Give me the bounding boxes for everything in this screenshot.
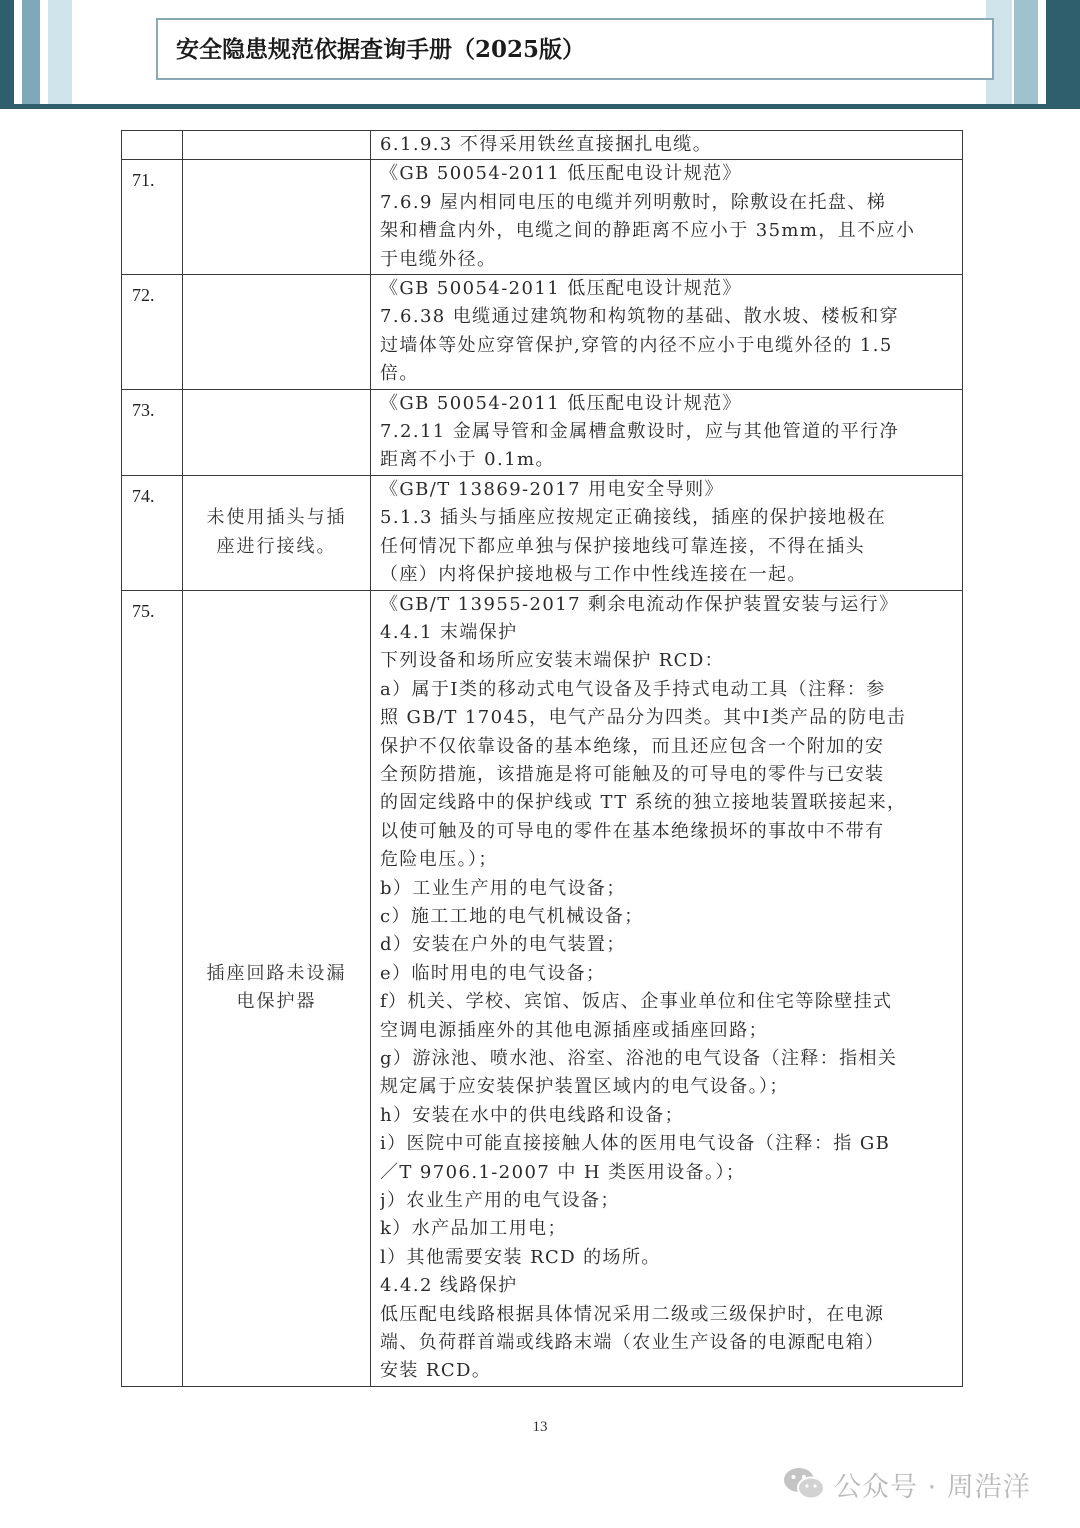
hazard-cell xyxy=(183,590,371,1386)
watermark xyxy=(782,1464,1031,1504)
header-band-mid-right xyxy=(1014,0,1038,104)
item-number-cell: 72. xyxy=(122,275,183,390)
reference-line: 5.1.3 插头与插座应按规定正确接线，插座的保护接地极在 xyxy=(380,507,887,529)
hazard-cell xyxy=(183,131,371,160)
reference-line: g）游泳池、喷水池、浴室、浴池的电气设备（注释：指相关 xyxy=(380,1048,898,1069)
reference-line: 6.1.9.3 不得采用铁丝直接捆扎电缆。 xyxy=(380,134,713,155)
reference-line: l）其他需要安装 RCD 的场所。 xyxy=(380,1246,661,1268)
reference-line: 7.6.9 屋内相同电压的电缆并列明敷时，除敷设在托盘、梯 xyxy=(380,191,887,213)
reference-line: 任何情况下都应单独与保护接地线可靠连接，不得在插头 xyxy=(380,535,865,557)
hazard-line: 座进行接线。 xyxy=(216,535,337,557)
reference-line: 下列设备和场所应安装末端保护 RCD： xyxy=(380,650,725,672)
watermark-text: 公众号 · 周浩洋 xyxy=(834,1471,1031,1503)
item-number-cell: 75. xyxy=(122,590,183,1386)
reference-line: 端、负荷群首端或线路末端（农业生产设备的电源配电箱） xyxy=(380,1332,885,1354)
standard-reference-cell xyxy=(371,275,963,390)
reference-line: 过墙体等处应穿管保护,穿管的内径不应小于电缆外径的 1.5 xyxy=(380,334,893,356)
regulation-table xyxy=(121,130,963,1387)
item-number-cell: 74. xyxy=(122,475,183,590)
document-title: 安全隐患规范依据查询手册（2025版） xyxy=(176,36,586,63)
reference-line: 危险电压。）； xyxy=(380,849,498,871)
reference-line: i）医院中可能直接接触人体的医用电气设备（注释：指 GB xyxy=(380,1133,891,1155)
reference-line: 《GB/T 13955-2017 剩余电流动作保护装置安装与运行》 xyxy=(380,593,899,615)
reference-line: 以使可触及的可导电的零件在基本绝缘损坏的事故中不带有 xyxy=(380,820,885,842)
hazard-cell xyxy=(183,275,371,390)
hazard-cell xyxy=(183,160,371,275)
header-band-dark-left xyxy=(0,0,14,104)
standard-reference-cell xyxy=(371,160,963,275)
reference-line: 4.4.1 末端保护 xyxy=(380,621,518,643)
table-row xyxy=(122,590,963,1386)
reference-line: j）农业生产用的电气设备； xyxy=(380,1190,620,1212)
reference-line: ／T 9706.1-2007 中 H 类医用设备。）； xyxy=(380,1161,746,1183)
item-number-cell: 71. xyxy=(122,160,183,275)
reference-line: 全预防措施，该措施是将可能触及的可导电的零件与已安装 xyxy=(380,763,885,785)
reference-line: 《GB 50054-2011 低压配电设计规范》 xyxy=(380,392,742,414)
reference-line: 低压配电线路根据具体情况采用二级或三级保护时，在电源 xyxy=(380,1303,885,1325)
hazard-line: 未使用插头与插 xyxy=(206,507,347,529)
reference-line: 空调电源插座外的其他电源插座或插座回路； xyxy=(380,1019,768,1041)
table-row xyxy=(122,131,963,160)
wechat-icon xyxy=(782,1466,826,1502)
standard-reference-cell xyxy=(371,590,963,1386)
reference-line: 距离不小于 0.1m。 xyxy=(380,449,555,471)
item-number-cell xyxy=(122,131,183,160)
page-number: 13 xyxy=(532,1419,548,1435)
reference-line: 7.2.11 金属导管和金属槽盒敷设时，应与其他管道的平行净 xyxy=(380,421,899,443)
reference-line: h）安装在水中的供电线路和设备； xyxy=(380,1104,684,1126)
table-row xyxy=(122,475,963,590)
reference-line: a）属于Ⅰ类的移动式电气设备及手持式电动工具（注释：参 xyxy=(380,678,886,700)
reference-line: 《GB 50054-2011 低压配电设计规范》 xyxy=(380,278,742,300)
standard-reference-cell xyxy=(371,475,963,590)
reference-line: 规定属于应安装保护装置区域内的电气设备。）； xyxy=(380,1076,789,1098)
table-row xyxy=(122,275,963,390)
header-band-dark-right xyxy=(1046,0,1080,104)
reference-line: 4.4.2 线路保护 xyxy=(380,1275,518,1297)
reference-line: d）安装在户外的电气装置； xyxy=(380,934,626,956)
reference-line: 保护不仅依靠设备的基本绝缘，而且还应包含一个附加的安 xyxy=(380,735,885,757)
hazard-line: 插座回路未设漏 xyxy=(206,962,347,984)
reference-line: k）水产品加工用电； xyxy=(380,1218,567,1240)
header-band-light-left xyxy=(48,0,72,104)
item-number-cell: 73. xyxy=(122,389,183,475)
reference-line: （座）内将保护接地极与工作中性线连接在一起。 xyxy=(380,564,807,586)
standard-reference-cell xyxy=(371,389,963,475)
table-row xyxy=(122,160,963,275)
standard-reference-cell xyxy=(371,131,963,160)
reference-line: f）机关、学校、宾馆、饭店、企事业单位和住宅等除壁挂式 xyxy=(380,991,893,1013)
reference-line: 7.6.38 电缆通过建筑物和构筑物的基础、散水坡、楼板和穿 xyxy=(380,306,899,328)
reference-line: 倍。 xyxy=(380,363,419,385)
reference-line: 照 GB/T 17045，电气产品分为四类。其中Ⅰ类产品的防电击 xyxy=(380,707,907,729)
reference-line: 架和槽盒内外，电缆之间的静距离不应小于 35mm，且不应小 xyxy=(380,220,916,242)
reference-line: 于电缆外径。 xyxy=(380,248,497,270)
header-band-mid-left xyxy=(22,0,40,104)
hazard-cell xyxy=(183,475,371,590)
reference-line: c）施工工地的电气机械设备； xyxy=(380,905,644,927)
table-row xyxy=(122,389,963,475)
hazard-cell xyxy=(183,389,371,475)
hazard-line: 电保护器 xyxy=(236,991,317,1013)
header-rule xyxy=(0,104,1080,109)
reference-line: b）工业生产用的电气设备； xyxy=(380,877,626,899)
reference-line: 《GB/T 13869-2017 用电安全导则》 xyxy=(380,478,724,500)
reference-line: 《GB 50054-2011 低压配电设计规范》 xyxy=(380,163,742,185)
reference-line: 的固定线路中的保护线或 TT 系统的独立接地装置联接起来， xyxy=(380,792,907,814)
reference-line: e）临时用电的电气设备； xyxy=(380,962,606,984)
reference-line: 安装 RCD。 xyxy=(380,1360,492,1382)
header-title-box xyxy=(156,18,994,80)
